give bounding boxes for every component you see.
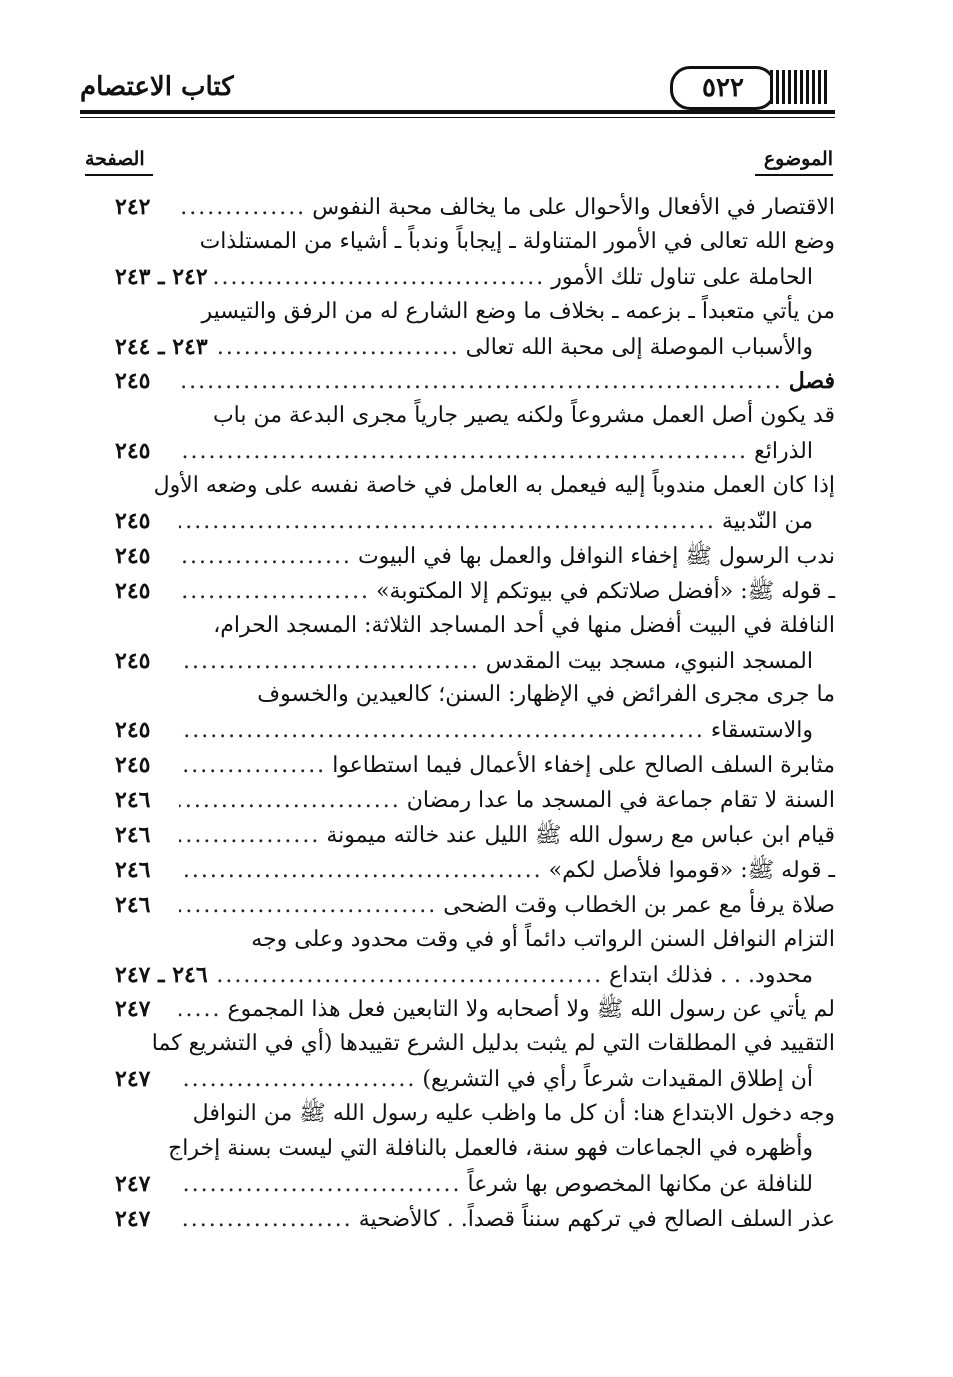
toc-entry-line: [115, 713, 835, 748]
toc-entry-line: [115, 574, 835, 609]
toc-entry-text: قيام ابن عباس مع رسول الله ﷺ الليل عند خالته ميمونة: [326, 823, 835, 849]
dot-leader: [179, 365, 783, 400]
toc-entry-text: ـ قوله ﷺ: «قوموا فلأصل لكم»: [548, 857, 835, 883]
toc-entry-line: [115, 1202, 835, 1237]
toc-entry-page: ٢٤٥: [115, 647, 151, 674]
toc-entry-page: ٢٤٦ ـ ٢٤٧: [115, 961, 208, 988]
toc-entry-line: [115, 399, 835, 434]
header-rule-thin: [80, 117, 835, 118]
header-rule: [80, 110, 835, 114]
page-header: [80, 62, 840, 112]
toc-entry-line: [115, 923, 835, 958]
toc-entry: [115, 364, 835, 399]
toc-entry-page: ٢٤٥: [115, 577, 151, 604]
toc-entry-text: إذا كان العمل مندوباً إليه فيعمل به العامل في خاصة نفسه على وضعه الأول: [153, 473, 835, 499]
dot-leader: [179, 191, 306, 226]
toc-entry-text: المسجد النبوي، مسجد بيت المقدس: [485, 648, 813, 674]
toc-entry-text: والأسباب الموصلة إلى محبة الله تعالى: [465, 334, 813, 360]
toc-entry: [115, 539, 835, 574]
toc-entries: [115, 190, 835, 1237]
toc-entry-page: ٢٤٥: [115, 717, 151, 744]
toc-entry-line: [115, 190, 835, 225]
toc-entry: [115, 190, 835, 225]
toc-entry: [115, 1027, 835, 1097]
toc-entry-text: ما جرى مجرى الفرائض في الإظهار: السنن؛ كالعيدين والخسوف: [257, 682, 835, 708]
dot-leader: [179, 819, 320, 854]
toc-entry-text: الحاملة على تناول تلك الأمور: [551, 264, 813, 290]
toc-entry: [115, 853, 835, 888]
toc-entry-text: ندب الرسول ﷺ إخفاء النوافل والعمل بها في البيوت: [357, 543, 835, 569]
toc-entry-page: ٢٤٦: [115, 822, 151, 849]
dot-leader: [179, 645, 480, 680]
toc-entry-text: ـ قوله ﷺ: «أفضل صلاتكم في بيوتكم إلا المكتوبة»: [376, 578, 835, 604]
toc-entry: [115, 399, 835, 469]
toc-entry-page: ٢٤٦: [115, 787, 151, 814]
toc-entry-text: من يأتي متعبداً ـ بزعمه ـ بخلاف ما وضع الشارع له من الرفق والتيسير: [201, 298, 835, 324]
toc-entry: [115, 1202, 835, 1237]
dot-leader: [179, 505, 716, 540]
column-page-underline: [85, 174, 153, 176]
toc-entry-text: من النّدبية: [721, 509, 813, 535]
toc-entry-text: الذرائع: [754, 439, 813, 465]
page-number: ٥٢٢: [670, 66, 776, 110]
dot-leader: [214, 331, 460, 366]
dot-leader: [179, 540, 352, 575]
toc-entry: [115, 888, 835, 923]
toc-entry-line: [115, 469, 835, 504]
toc-entry-line: [115, 1132, 835, 1167]
toc-entry-text: والاستسقاء: [710, 718, 813, 744]
toc-entry-line: [115, 295, 835, 330]
toc-entry-text: أن إطلاق المقيدات شرعاً رأي في التشريع): [422, 1067, 813, 1093]
dot-leader: [179, 435, 748, 470]
dot-leader: [179, 889, 437, 924]
toc-entry-line: [115, 678, 835, 713]
toc-entry-text: لم يأتي عن رسول الله ﷺ ولا أصحابه ولا التابعين فعل هذا المجموع: [227, 997, 835, 1023]
column-topic-heading: الموضوع: [763, 148, 833, 170]
toc-entry-line: [115, 330, 835, 365]
toc-entry-page: ٢٤٥: [115, 438, 151, 465]
dot-leader: [179, 1168, 461, 1203]
toc-entry-line: [115, 888, 835, 923]
toc-entry-page: ٢٤٢: [115, 194, 151, 220]
toc-entry-page: ٢٤٧: [115, 1205, 151, 1232]
toc-entry: [115, 609, 835, 679]
toc-entry: [115, 225, 835, 295]
toc-entry-line: [115, 958, 835, 993]
toc-entry-text: قد يكون أصل العمل مشروعاً ولكنه يصير جارياً مجرى البدعة من باب: [212, 403, 835, 429]
header-ornament: [770, 70, 830, 104]
toc-entry-page: ٢٤٧: [115, 1066, 151, 1093]
toc-entry-page: ٢٤٧: [115, 1170, 151, 1197]
toc-entry: [115, 992, 835, 1027]
toc-entry-line: [115, 434, 835, 469]
toc-entry-text: وجه دخول الابتداع هنا: أن كل ما واظب عليه رسول الله ﷺ من النوافل: [192, 1101, 835, 1127]
toc-entry-text: للنافلة عن مكانها المخصوص بها شرعاً: [467, 1171, 813, 1197]
toc-entry: [115, 574, 835, 609]
toc-entry-text: وضع الله تعالى في الأمور المتناولة ـ إيجاباً وندباً ـ أشياء من المستلذات: [199, 228, 835, 254]
column-page-heading: الصفحة: [85, 148, 145, 170]
dot-leader: [214, 261, 546, 296]
toc-entry-page: ٢٤٥: [115, 542, 151, 569]
toc-entry: [115, 783, 835, 818]
toc-entry-line: [115, 1167, 835, 1202]
toc-entry-page: ٢٤٥: [115, 752, 151, 779]
dot-leader: [179, 749, 326, 784]
toc-entry-page: ٢٤٦: [115, 891, 151, 918]
toc-entry-line: [115, 818, 835, 853]
book-title: كتاب الاعتصام: [80, 72, 234, 102]
toc-entry: [115, 748, 835, 783]
dot-leader: [179, 993, 221, 1028]
toc-entry-line: [115, 609, 835, 644]
toc-entry-line: [115, 539, 835, 574]
column-topic-underline: [755, 174, 833, 176]
toc-entry-line: [115, 853, 835, 888]
toc-entry-line: [115, 260, 835, 295]
toc-entry-text: الاقتصار في الأفعال والأحوال على ما يخالف محبة النفوس: [312, 195, 835, 220]
toc-entry-line: [115, 748, 835, 783]
toc-entry-text: عذر السلف الصالح في تركهم سنناً قصداً. . كالأضحية: [358, 1206, 835, 1232]
toc-entry-page: ٢٤٦: [115, 856, 151, 883]
toc-entry-page: ٢٤٧: [115, 996, 151, 1023]
toc-entry-line: [115, 1062, 835, 1097]
dot-leader: [214, 959, 603, 994]
toc-entry: [115, 818, 835, 853]
dot-leader: [179, 1203, 353, 1238]
toc-entry-text: النافلة في البيت أفضل منها في أحد المساجد الثلاثة: المسجد الحرام،: [213, 612, 835, 638]
toc-entry-text: التقييد في المطلقات التي لم يثبت بدليل الشرع تقييدها (أي في التشريع كما: [151, 1031, 835, 1057]
toc-entry-line: [115, 644, 835, 679]
toc-entry-text: فصل: [788, 368, 835, 395]
toc-entry-line: [115, 225, 835, 260]
toc-entry-page: ٢٤٥: [115, 368, 151, 395]
toc-entry-line: [115, 504, 835, 539]
toc-entry: [115, 923, 835, 993]
dot-leader: [179, 1063, 416, 1098]
toc-entry-line: [115, 992, 835, 1027]
toc-entry-line: [115, 364, 835, 399]
toc-entry-line: [115, 783, 835, 818]
dot-leader: [179, 575, 370, 610]
toc-entry-page: ٢٤٥: [115, 508, 151, 535]
dot-leader: [179, 854, 543, 889]
dot-leader: [179, 784, 401, 819]
toc-entry-text: السنة لا تقام جماعة في المسجد ما عدا رمضان: [406, 788, 835, 814]
toc-entry-page: ٢٤٢ ـ ٢٤٣: [115, 263, 208, 290]
toc-entry-page: ٢٤٣ ـ ٢٤٤: [115, 333, 208, 360]
toc-entry: [115, 469, 835, 539]
dot-leader: [179, 714, 705, 749]
toc-entry: [115, 678, 835, 748]
toc-entry-text: محدود. . . فذلك ابتداع: [609, 962, 813, 988]
toc-entry-text: صلاة يرفأ مع عمر بن الخطاب وقت الضحى: [443, 892, 835, 918]
toc-entry: [115, 295, 835, 365]
toc-entry-line: [115, 1027, 835, 1062]
toc-entry: [115, 1097, 835, 1202]
toc-entry-text: وأظهره في الجماعات فهو سنة، فالعمل بالنافلة التي ليست بسنة إخراج: [168, 1136, 813, 1162]
toc-entry-text: التزام النوافل السنن الرواتب دائماً أو في وقت محدود وعلى وجه: [251, 926, 835, 952]
toc-entry-line: [115, 1097, 835, 1132]
toc-entry-text: مثابرة السلف الصالح على إخفاء الأعمال فيما استطاعوا: [332, 753, 835, 779]
